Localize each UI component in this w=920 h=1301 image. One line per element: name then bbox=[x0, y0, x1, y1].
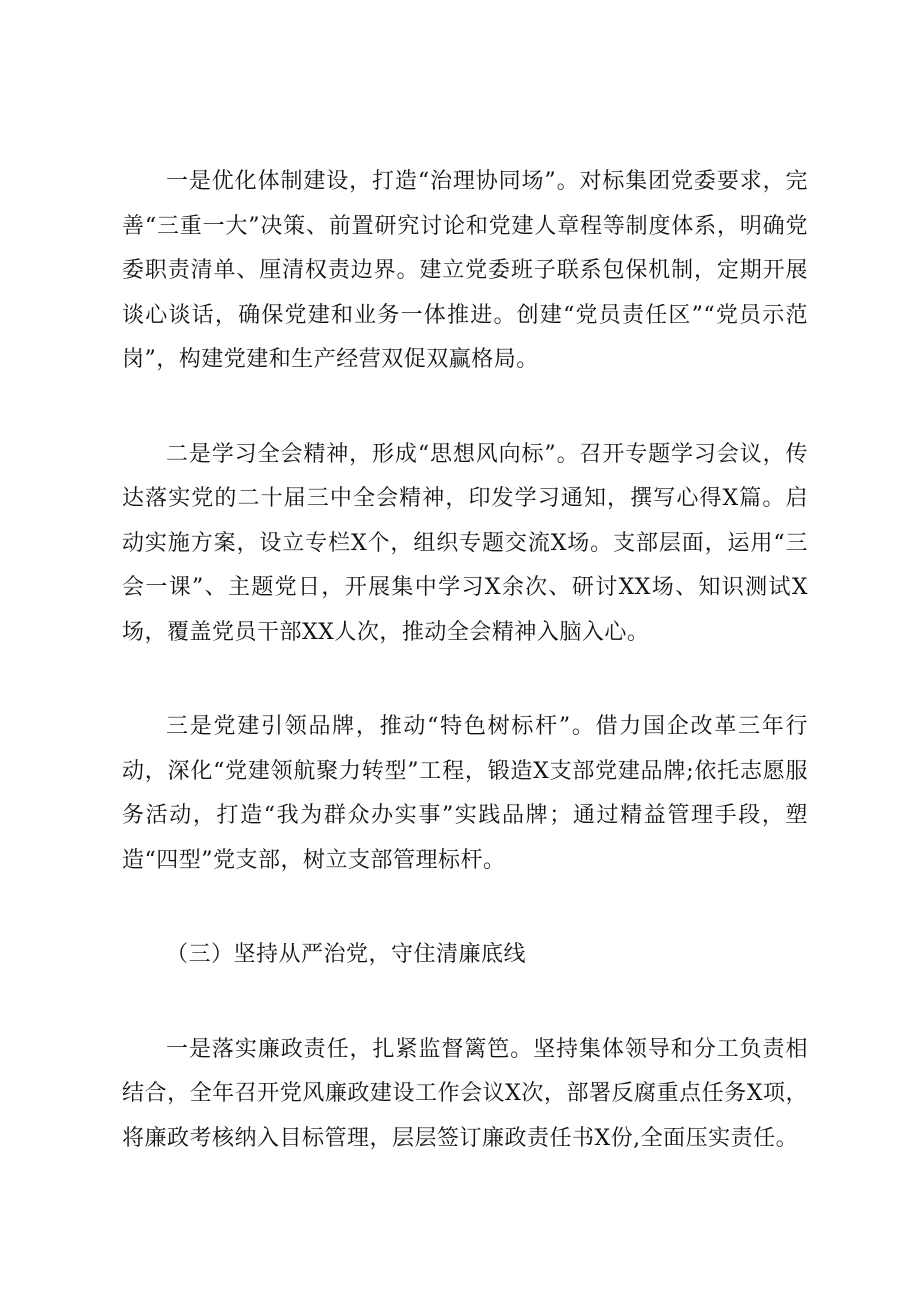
document-body bbox=[122, 160, 808, 1161]
paragraph-4: 一是落实廉政责任，扎紧监督篱笆。坚持集体领导和分工负责相结合，全年召开党风廉政建设工作会议X次，部署反腐重点任务X项，将廉政考核纳入目标管理，层层签订廉政责任书X份,全面压实责任。 bbox=[122, 1036, 808, 1151]
paragraph-2: 二是学习全会精神，形成“思想风向标”。召开专题学习会议，传达落实党的二十届三中全会精神，印发学习通知，撰写心得X篇。启动实施方案，设立专栏X个，组织专题交流X场。支部层面，运用“三会一课”、主题党日，开展集中学习X余次、研讨XX场、知识测试X场，覆盖党员干部XX人次，推动全会精神入脑入心。 bbox=[122, 441, 808, 645]
section-heading: （三）坚持从严治党，守住清廉底线 bbox=[166, 942, 527, 967]
paragraph-1: 一是优化体制建设，打造“治理协同场”。对标集团党委要求，完善“三重一大”决策、前置研究讨论和党建人章程等制度体系，明确党委职责清单、厘清权责边界。建立党委班子联系包保机制，定期开展谈心谈话，确保党建和业务一体推进。创建“党员责任区”“党员示范岗”，构建党建和生产经营双促双赢格局。 bbox=[122, 169, 808, 372]
paragraph-3: 三是党建引领品牌，推动“特色树标杆”。借力国企改革三年行动，深化“党建领航聚力转型”工程，锻造X支部党建品牌;依托志愿服务活动，打造“我为群众办实事”实践品牌；通过精益管理手段，塑造“四型”党支部，树立支部管理标杆。 bbox=[122, 714, 808, 873]
